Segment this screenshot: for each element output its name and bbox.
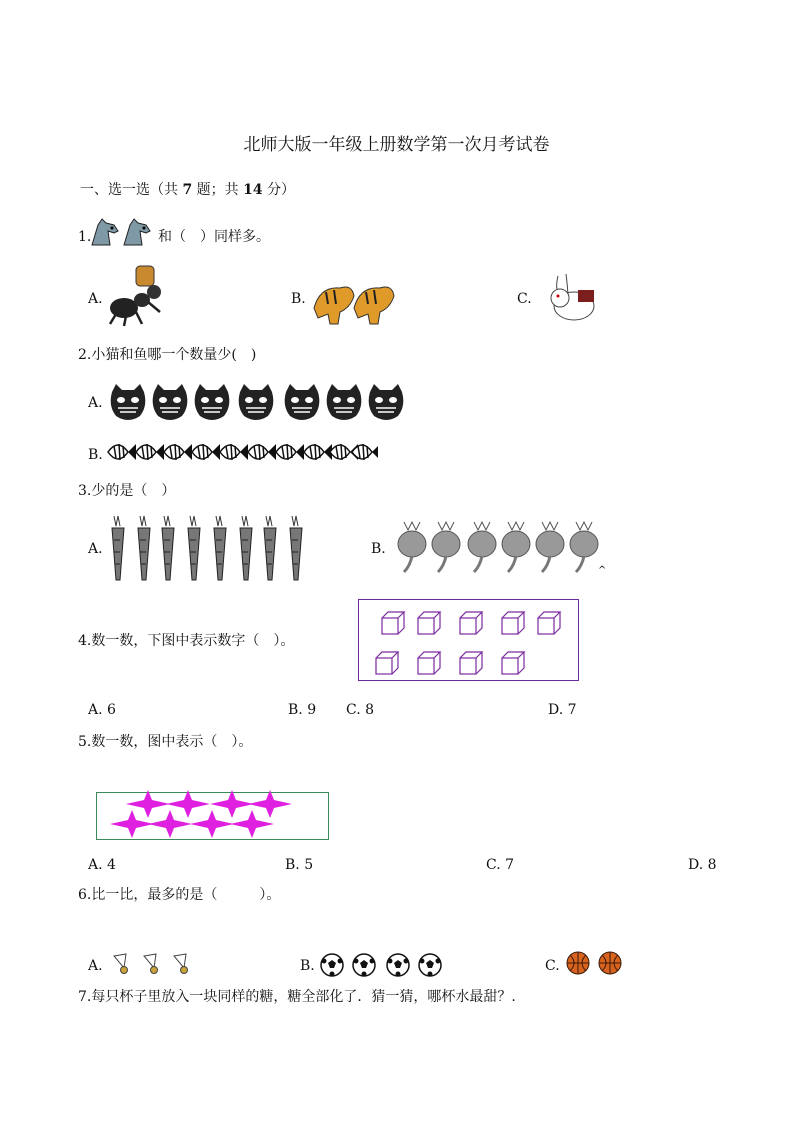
horses-image	[88, 215, 156, 251]
q1-number: 1.	[78, 229, 92, 245]
q3-option-b-label[interactable]: B.	[371, 541, 386, 557]
q6-option-b-label[interactable]: B.	[300, 958, 315, 974]
q1-question: 和（ ）同样多。	[158, 229, 270, 245]
q4-option-c[interactable]: C. 8	[346, 702, 375, 718]
q2-option-a-label[interactable]: A.	[88, 395, 103, 411]
basketballs-image	[564, 948, 624, 978]
section-mid: 题；共	[192, 182, 244, 198]
q3-question: 3.少的是（ ）	[78, 483, 176, 499]
shuttlecocks-image	[108, 950, 198, 978]
page-title: 北师大版一年级上册数学第一次月考试卷	[243, 135, 550, 155]
q4-option-b[interactable]: B. 9	[288, 702, 317, 718]
q4-option-a[interactable]: A. 6	[88, 702, 116, 718]
fish-image	[106, 436, 378, 468]
q4-question: 4.数一数，下图中表示数字（ ）。	[78, 633, 295, 649]
section-heading	[80, 181, 295, 199]
section-score: 14	[243, 182, 263, 198]
q3-option-a-label[interactable]: A.	[88, 541, 103, 557]
radishes-image	[394, 518, 606, 578]
tigers-image	[310, 268, 400, 328]
q5-option-a[interactable]: A. 4	[88, 857, 116, 873]
cats-image	[106, 382, 410, 424]
section-suffix: 分）	[262, 182, 296, 198]
q5-option-b[interactable]: B. 5	[285, 857, 314, 873]
q3-mark: ^	[598, 565, 607, 576]
q2-option-b-label[interactable]: B.	[88, 447, 103, 463]
q2-question: 2.小猫和鱼哪一个数量少( )	[78, 347, 257, 363]
q1-option-a-label[interactable]: A.	[88, 291, 103, 307]
cubes-image	[372, 606, 572, 678]
q6-option-c-label[interactable]: C.	[545, 958, 560, 974]
section-prefix: 一、选一选（共	[80, 182, 183, 198]
soccer-balls-image	[318, 950, 448, 980]
q6-question: 6.比一比，最多的是（ ）。	[78, 887, 281, 903]
q5-option-d[interactable]: D. 8	[688, 857, 717, 873]
ant-carrying-jar-image	[104, 262, 170, 328]
carrots-image	[106, 514, 308, 584]
stars-image	[108, 790, 294, 842]
q7-question: 7.每只杯子里放入一块同样的糖，糖全部化了．猜一猜，哪杯水最甜？.	[78, 989, 516, 1005]
q1-option-c-label[interactable]: C.	[517, 291, 532, 307]
rabbit-image	[538, 268, 608, 326]
q1-option-b-label[interactable]: B.	[291, 291, 306, 307]
q5-question: 5.数一数，图中表示（ ）。	[78, 734, 253, 750]
q4-option-d[interactable]: D. 7	[548, 702, 577, 718]
q6-option-a-label[interactable]: A.	[88, 958, 103, 974]
q5-option-c[interactable]: C. 7	[486, 857, 515, 873]
section-count: 7	[182, 182, 193, 198]
